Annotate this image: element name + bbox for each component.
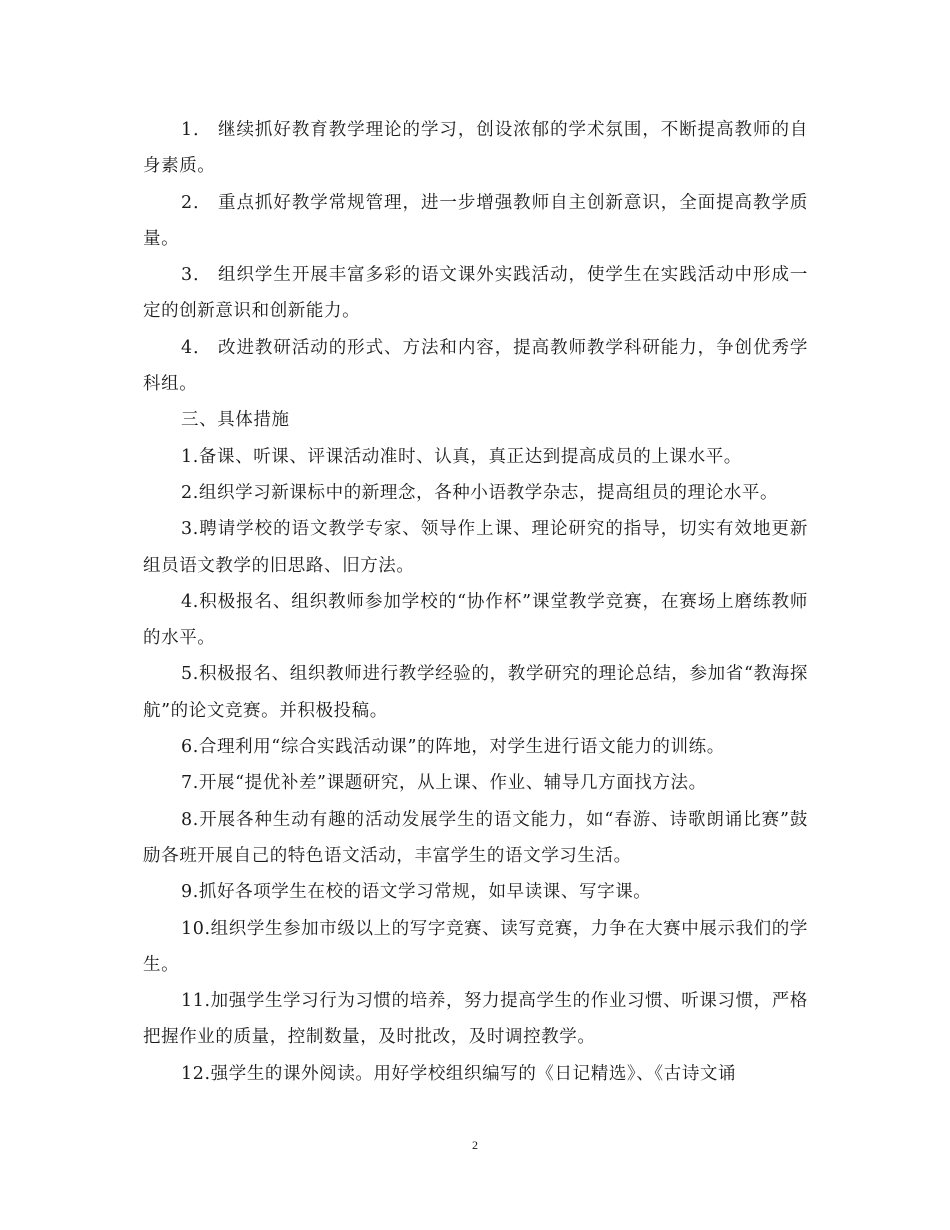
paragraph: 3． 组织学生开展丰富多彩的语文课外实践活动，使学生在实践活动中形成一定的创新意识和创新能力。: [143, 265, 808, 322]
paragraph: 2． 重点抓好教学常规管理，进一步增强教师自主创新意识，全面提高教学质量。: [143, 192, 808, 249]
paragraph: 11.加强学生学习行为习惯的培养，努力提高学生的作业习惯、听课习惯，严格把握作业的质量，控制数量，及时批改，及时调控教学。: [143, 991, 808, 1048]
page-number: 2: [472, 1138, 478, 1152]
paragraph: 10.组织学生参加市级以上的写字竞赛、读写竞赛，力争在大赛中展示我们的学生。: [143, 918, 808, 975]
paragraph: 9.抓好各项学生在校的语文学习常规，如早读课、写字课。: [181, 882, 652, 903]
paragraph: 7.开展“提优补差”课题研究，从上课、作业、辅导几方面找方法。: [181, 773, 707, 794]
paragraph: 1． 继续抓好教育教学理论的学习，创设浓郁的学术氛围，不断提高教师的自身素质。: [143, 120, 808, 177]
paragraph: 8.开展各种生动有趣的活动发展学生的语文能力，如“春游、诗歌朗诵比赛”鼓励各班开展自己的特色语文活动，丰富学生的语文学习生活。: [143, 809, 808, 866]
paragraph: 4.积极报名、组织教师参加学校的“协作杯”课堂教学竞赛，在赛场上磨练教师的水平。: [143, 591, 808, 649]
paragraph: 4． 改进教研活动的形式、方法和内容，提高教师教学科研能力，争创优秀学科组。: [143, 337, 808, 395]
paragraph: 1.备课、听课、评课活动准时、认真，真正达到提高成员的上课水平。: [181, 446, 742, 467]
paragraph: 12.强学生的课外阅读。用好学校组织编写的《日记精选》、《古诗文诵: [181, 1063, 737, 1084]
paragraph: 6.合理利用“综合实践活动课”的阵地，对学生进行语文能力的训练。: [181, 737, 725, 758]
paragraph: 3.聘请学校的语文教学专家、领导作上课、理论研究的指导，切实有效地更新组员语文教学的旧思路、旧方法。: [143, 519, 808, 576]
document-body: [143, 112, 808, 1092]
section-heading: 三、具体措施: [181, 410, 290, 431]
paragraph: 5.积极报名、组织教师进行教学经验的，教学研究的理论总结，参加省“教海探航”的论文竞赛。并积极投稿。: [143, 664, 808, 721]
paragraph: 2.组织学习新课标中的新理念，各种小语教学杂志，提高组员的理论水平。: [181, 482, 779, 503]
